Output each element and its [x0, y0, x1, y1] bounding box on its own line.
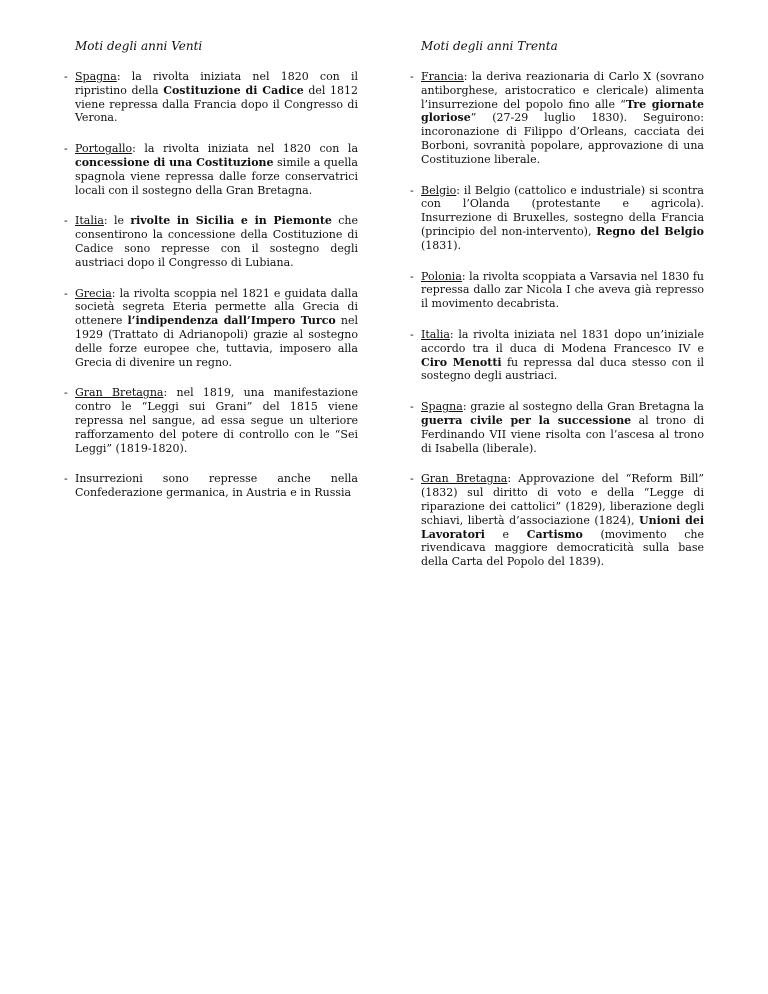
bullet-dash: -: [64, 214, 68, 228]
bold-text: Tre giornate gloriose: [421, 97, 704, 125]
body-text: : la rivolta scoppiata a Varsavia nel 1830 fu repressa dallo zar Nicola I che aveva già represso il movimento decabrista.: [421, 269, 704, 311]
body-text: Insurrezioni sono represse anche nella Confederazione germanica, in Austria e in Russia: [75, 472, 358, 500]
body-text: : la rivolta iniziata nel 1820 con il ripristino della: [75, 70, 358, 97]
country-name: Spagna: [421, 400, 463, 414]
bullet-dash: -: [64, 70, 68, 83]
left-column: [64, 38, 358, 517]
country-name: Grecia: [75, 286, 112, 300]
bullet-dash: -: [410, 183, 414, 197]
list-item: [64, 142, 358, 197]
body-text: fu repressa dal duca stesso con il sostegno degli austriaci.: [421, 355, 704, 383]
body-text: che consentirono la concessione della Costituzione di Cadice sono represse con il sostegno degli austriaci dopo il Congresso di Lubiana.: [75, 214, 358, 269]
bullet-dash: -: [410, 400, 414, 414]
body-text: : grazie al sostegno della Gran Bretagna la: [462, 400, 704, 414]
right-entries: [410, 70, 704, 569]
bullet-dash: -: [410, 269, 414, 283]
body-text: ” (27-29 luglio 1830). Seguirono: incoronazione di Filippo d’Orleans, cacciata dei Borboni, sovranità popolare, approvazione di una Costituzione liberale.: [421, 111, 704, 166]
body-text: : la rivolta iniziata nel 1831 dopo un’iniziale accordo tra il duca di Modena Francesco IV e: [421, 327, 704, 355]
bold-text: l’indipendenza dall’Impero Turco: [127, 314, 336, 328]
bold-text: rivolte in Sicilia e in Piemonte: [130, 214, 332, 228]
bullet-dash: -: [64, 142, 68, 156]
list-item: [410, 70, 704, 167]
right-column: [410, 38, 704, 586]
body-text: : il Belgio (cattolico e industriale) si scontra con l’Olanda (protestante e agricola). Insurrezione di Bruxelles, sostegno della Francia (principio del non-intervento),: [421, 183, 704, 238]
country-name: Spagna: [75, 70, 117, 83]
country-name: Gran Bretagna: [75, 386, 164, 400]
body-text: : Approvazione del “Reform Bill” (1832) sul diritto di voto e della “Legge di riparazione dei cattolici” (1829), liberazione degli schiavi, libertà d’associazione (1824),: [421, 472, 704, 527]
body-text: : la rivolta iniziata nel 1820 con la: [132, 142, 358, 156]
bold-text: Unioni dei Lavoratori: [421, 513, 704, 541]
bullet-dash: -: [410, 70, 414, 83]
body-text: : nel 1819, una manifestazione contro le “Leggi sui Grani” del 1815 viene repressa nel sangue, ad essa segue un ulteriore rafforzamento del potere di controllo con le “Sei Leggi” (1819-1820).: [75, 386, 358, 455]
body-text: : la deriva reazionaria di Carlo X (sovrano antiborghese, aristocratico e clericale) alimenta l’insurrezione del popolo fino alle “: [421, 70, 704, 111]
country-name: Italia: [421, 327, 450, 341]
bullet-dash: -: [410, 472, 414, 486]
body-text: nel 1929 (Trattato di Adrianopoli) grazie al sostegno delle forze europee che, tuttavia, imposero alla Grecia di divenire un regno.: [75, 314, 358, 369]
list-item: [410, 472, 704, 569]
bullet-dash: -: [410, 327, 414, 341]
left-entries: [64, 70, 358, 500]
list-item: [64, 70, 358, 125]
body-text: : le: [103, 214, 131, 228]
body-text: del 1812 viene repressa dalla Francia dopo il Congresso di Verona.: [75, 83, 359, 125]
country-name: Polonia: [421, 269, 462, 283]
bullet-dash: -: [64, 286, 68, 300]
bold-text: Costituzione di Cadice: [163, 83, 304, 97]
bold-text: Cartismo: [526, 527, 583, 541]
left-column-title: Moti degli anni Venti: [75, 39, 203, 53]
country-name: Belgio: [421, 183, 457, 197]
body-text: e: [484, 527, 527, 541]
bullet-dash: -: [64, 472, 68, 486]
right-column-title: Moti degli anni Trenta: [421, 39, 558, 53]
list-item: [64, 386, 358, 455]
list-item: [64, 287, 358, 370]
country-name: Francia: [421, 70, 464, 83]
country-name: Italia: [75, 214, 104, 228]
list-item: [410, 400, 704, 455]
bold-text: Regno del Belgio: [596, 224, 704, 238]
bold-text: Ciro Menotti: [421, 355, 502, 369]
list-item: [64, 214, 358, 269]
bullet-dash: -: [64, 386, 68, 400]
list-item: [64, 472, 358, 500]
list-item: [410, 184, 704, 253]
body-text: : la rivolta scoppia nel 1821 e guidata dalla società segreta Eteria permette alla Grecia di ottenere: [75, 286, 358, 328]
bold-text: concessione di una Costituzione: [75, 155, 274, 169]
list-item: [410, 328, 704, 383]
list-item: [410, 270, 704, 311]
body-text: al trono di Ferdinando VII viene risolta con l’ascesa al trono di Isabella (liberale).: [421, 413, 704, 455]
body-text: (movimento che rivendicava maggiore democraticità sulla base della Carta del Popolo del 1839).: [421, 527, 704, 569]
bold-text: guerra civile per la successione: [421, 413, 632, 427]
country-name: Portogallo: [75, 142, 133, 156]
country-name: Gran Bretagna: [421, 472, 508, 486]
body-text: simile a quella spagnola viene repressa dalle forze conservatrici locali con il sostegno della Gran Bretagna.: [75, 155, 358, 197]
body-text: (1831).: [421, 238, 462, 252]
